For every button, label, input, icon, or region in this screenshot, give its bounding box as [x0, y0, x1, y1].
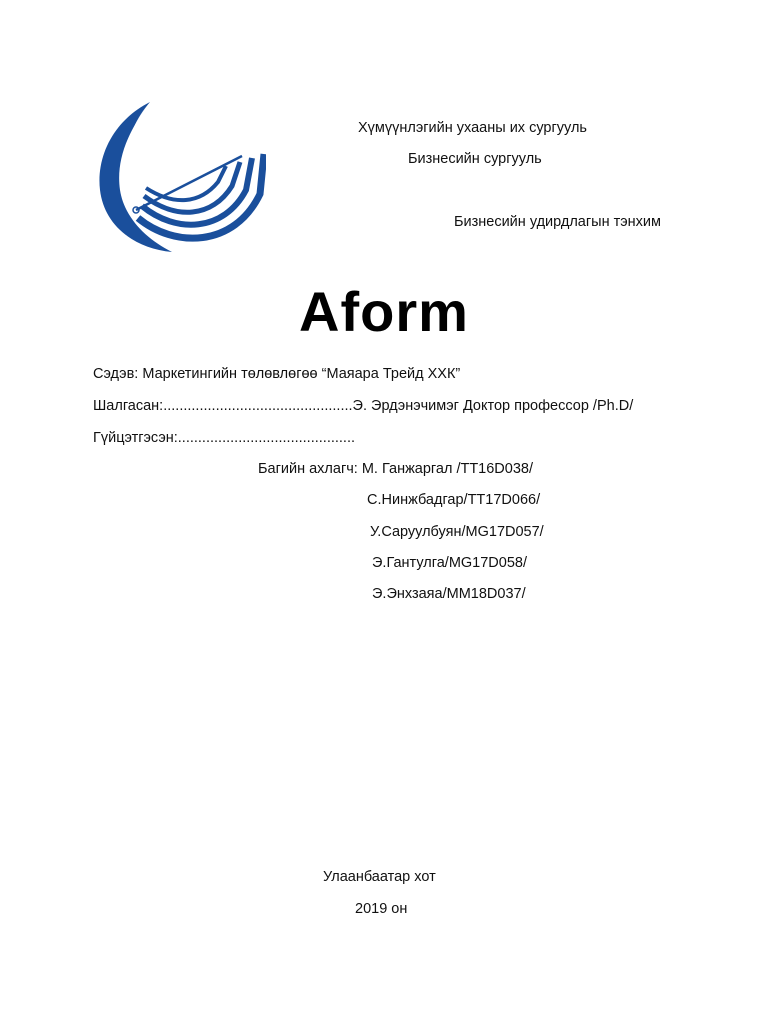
city-line: Улаанбаатар хот — [323, 869, 436, 885]
topic-line: Сэдэв: Маркетингийн төлөвлөгөө “Маяара Трейд ХХК” — [93, 366, 461, 382]
department-name: Бизнесийн удирдлагын тэнхим — [454, 214, 661, 230]
checked-by-line: Шалгасан:...............................................Э. Эрдэнэчимэг Доктор профессор /Ph.D/ — [93, 398, 634, 414]
logo-pen-line — [136, 156, 242, 210]
document-title: Aform — [299, 280, 469, 343]
university-name: Хүмүүнлэгийн ухааны их сургууль — [358, 120, 587, 136]
logo-arcs — [138, 154, 264, 238]
team-member: Э.Гантулга/MG17D058/ — [372, 555, 527, 571]
team-member: У.Саруулбуян/MG17D057/ — [370, 524, 544, 540]
team-member: Э.Энхзаяа/MM18D037/ — [372, 586, 526, 602]
team-leader-line: Багийн ахлагч: М. Ганжаргал /TT16D038/ — [258, 461, 534, 477]
school-name: Бизнесийн сургууль — [408, 151, 542, 167]
year-line: 2019 он — [355, 901, 408, 917]
performed-by-line: Гүйцэтгэсэн:............................................ — [93, 430, 356, 446]
team-member: С.Нинжбадгар/TT17D066/ — [367, 492, 541, 508]
university-logo — [94, 98, 266, 254]
